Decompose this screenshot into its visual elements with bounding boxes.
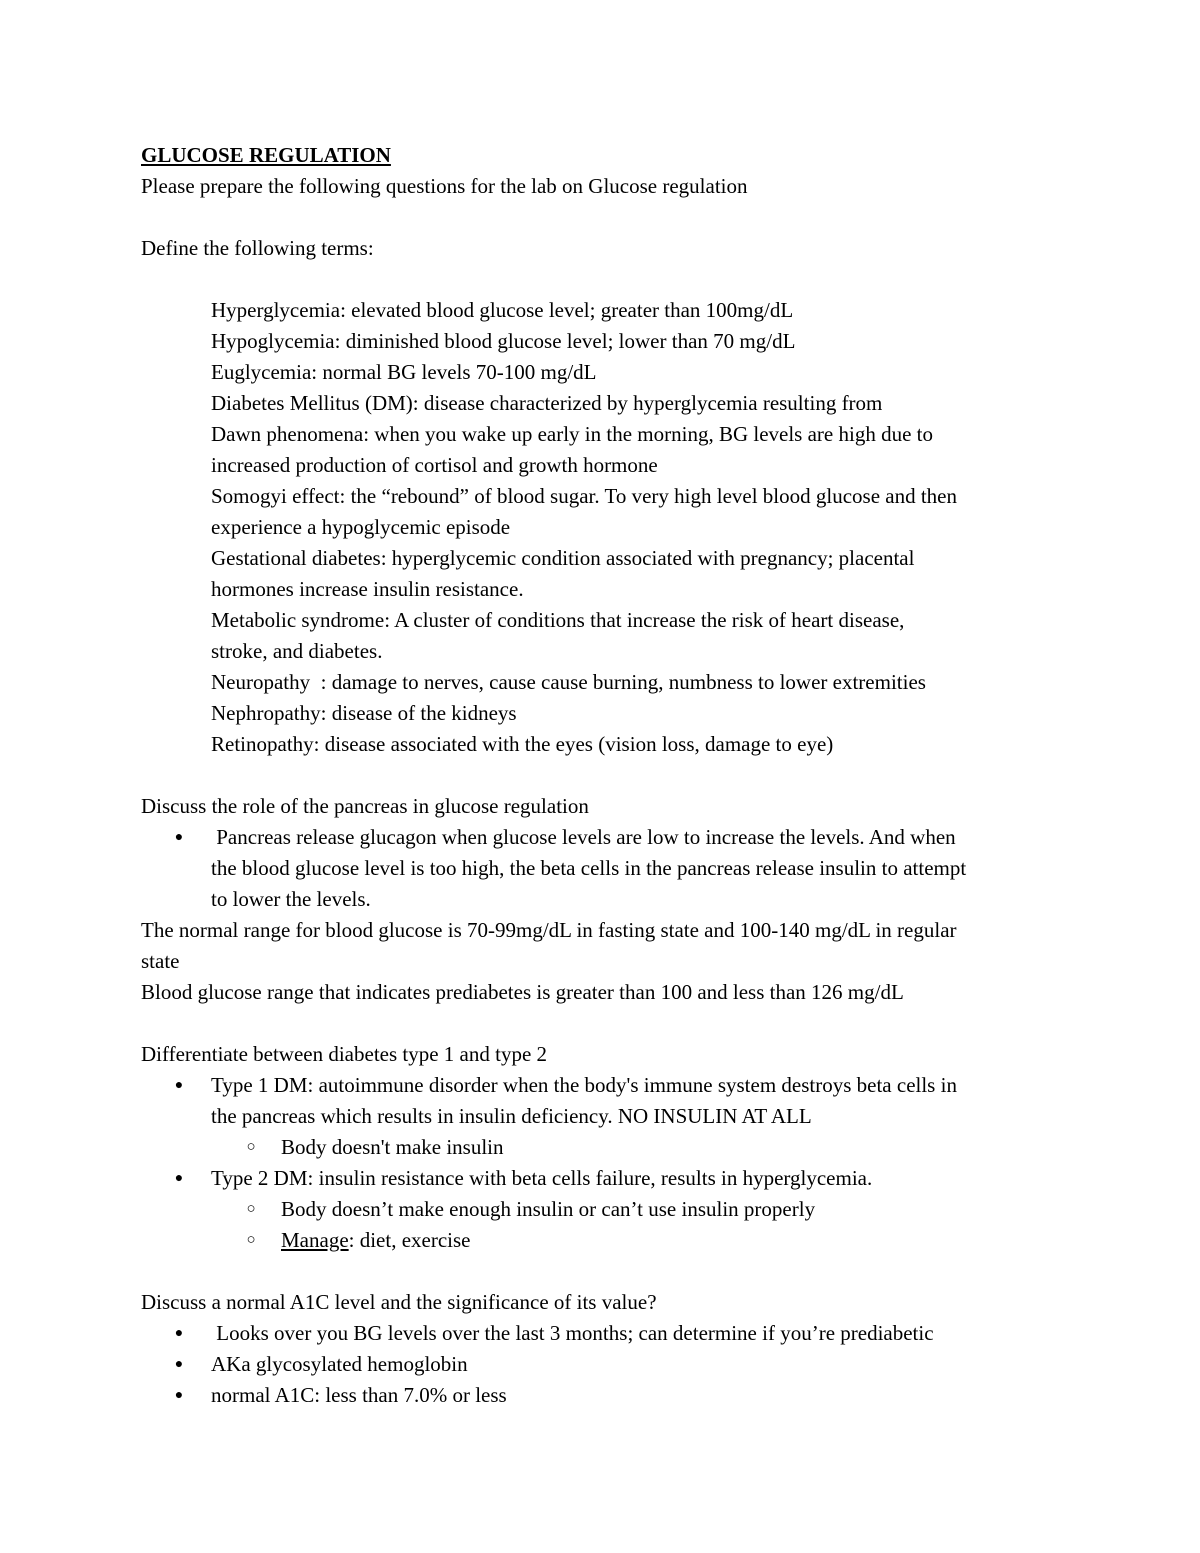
- a1c-item: AKa glycosylated hemoglobin: [211, 1352, 468, 1376]
- term-dawn-phenomena-cont: increased production of cortisol and growth hormone: [211, 453, 658, 477]
- terms-list: [141, 295, 1081, 760]
- spacer: [141, 202, 1081, 233]
- type1-line: Type 1 DM: autoimmune disorder when the body's immune system destroys beta cells in: [211, 1073, 957, 1097]
- normal-range-text: The normal range for blood glucose is 70-99mg/dL in fasting state and 100-140 mg/dL in regular: [141, 918, 957, 942]
- term-neuropathy: Neuropathy : damage to nerves, cause cause burning, numbness to lower extremities: [211, 670, 926, 694]
- document-body: [141, 140, 1081, 1411]
- bullet-icon: ●: [174, 1326, 184, 1341]
- type1-sublist: [211, 1132, 1081, 1163]
- pancreas-heading: Discuss the role of the pancreas in glucose regulation: [141, 794, 589, 818]
- term-hyperglycemia: Hyperglycemia: elevated blood glucose level; greater than 100mg/dL: [211, 298, 794, 322]
- term-metabolic-syndrome: Metabolic syndrome: A cluster of conditions that increase the risk of heart disease,: [211, 608, 905, 632]
- spacer: [141, 760, 1081, 791]
- term-euglycemia: Euglycemia: normal BG levels 70-100 mg/dL: [211, 360, 597, 384]
- pancreas-bullet-line: to lower the levels.: [211, 887, 371, 911]
- bullet-icon: ●: [174, 830, 184, 845]
- define-heading: Define the following terms:: [141, 236, 374, 260]
- term-hypoglycemia: Hypoglycemia: diminished blood glucose level; lower than 70 mg/dL: [211, 329, 796, 353]
- bullet-icon: ●: [174, 1388, 184, 1403]
- term-metabolic-syndrome-cont: stroke, and diabetes.: [211, 639, 383, 663]
- a1c-heading: Discuss a normal A1C level and the significance of its value?: [141, 1290, 657, 1314]
- type2-sublist: [211, 1194, 1081, 1256]
- term-somogyi-effect: Somogyi effect: the “rebound” of blood sugar. To very high level blood glucose and then: [211, 484, 958, 508]
- type2-sub-item: Body doesn’t make enough insulin or can’t use insulin properly: [281, 1197, 816, 1221]
- list-item: [246, 1132, 1081, 1163]
- list-item: [246, 1194, 1081, 1225]
- intro-text: Please prepare the following questions for the lab on Glucose regulation: [141, 174, 748, 198]
- term-dawn-phenomena: Dawn phenomena: when you wake up early in the morning, BG levels are high due to: [211, 422, 933, 446]
- type2-line: Type 2 DM: insulin resistance with beta cells failure, results in hyperglycemia.: [211, 1166, 873, 1190]
- spacer: [141, 264, 1081, 295]
- type1-sub-item: Body doesn't make insulin: [281, 1135, 504, 1159]
- term-somogyi-effect-cont: experience a hypoglycemic episode: [211, 515, 511, 539]
- spacer: [141, 1008, 1081, 1039]
- manage-label: Manage: [281, 1228, 349, 1252]
- bullet-icon: ●: [174, 1357, 184, 1372]
- term-gestational-diabetes-cont: hormones increase insulin resistance.: [211, 577, 524, 601]
- a1c-list: [141, 1318, 1081, 1411]
- a1c-item: Looks over you BG levels over the last 3 months; can determine if you’re prediabetic: [211, 1321, 934, 1345]
- pancreas-list: [141, 822, 1081, 915]
- prediabetes-text: Blood glucose range that indicates prediabetes is greater than 100 and less than 126 mg/dL: [141, 980, 904, 1004]
- term-retinopathy: Retinopathy: disease associated with the eyes (vision loss, damage to eye): [211, 732, 834, 756]
- list-item: [246, 1225, 1081, 1256]
- bullet-icon: ●: [174, 1171, 184, 1186]
- term-gestational-diabetes: Gestational diabetes: hyperglycemic condition associated with pregnancy; placental: [211, 546, 915, 570]
- sub-bullet-icon: ○: [246, 1232, 256, 1248]
- term-nephropathy: Nephropathy: disease of the kidneys: [211, 701, 517, 725]
- list-item: [174, 822, 1081, 915]
- term-diabetes-mellitus: Diabetes Mellitus (DM): disease characterized by hyperglycemia resulting from: [211, 391, 883, 415]
- type1-line: the pancreas which results in insulin deficiency. NO INSULIN AT ALL: [211, 1104, 812, 1128]
- normal-range-text-cont: state: [141, 949, 180, 973]
- list-item: [174, 1163, 1081, 1256]
- a1c-item: normal A1C: less than 7.0% or less: [211, 1383, 507, 1407]
- document-title: GLUCOSE REGULATION: [141, 143, 391, 167]
- manage-text: : diet, exercise: [348, 1228, 471, 1252]
- sub-bullet-icon: ○: [246, 1139, 256, 1155]
- pancreas-bullet-line: Pancreas release glucagon when glucose levels are low to increase the levels. And when: [211, 825, 956, 849]
- list-item: [174, 1349, 1081, 1380]
- list-item: [174, 1380, 1081, 1411]
- types-heading: Differentiate between diabetes type 1 and type 2: [141, 1042, 548, 1066]
- pancreas-bullet-line: the blood glucose level is too high, the beta cells in the pancreas release insulin to attempt: [211, 856, 967, 880]
- bullet-icon: ●: [174, 1078, 184, 1093]
- sub-bullet-icon: ○: [246, 1201, 256, 1217]
- types-list: [141, 1070, 1081, 1256]
- spacer: [141, 1256, 1081, 1287]
- list-item: [174, 1318, 1081, 1349]
- list-item: [174, 1070, 1081, 1163]
- type2-sub-item: [281, 1225, 1081, 1256]
